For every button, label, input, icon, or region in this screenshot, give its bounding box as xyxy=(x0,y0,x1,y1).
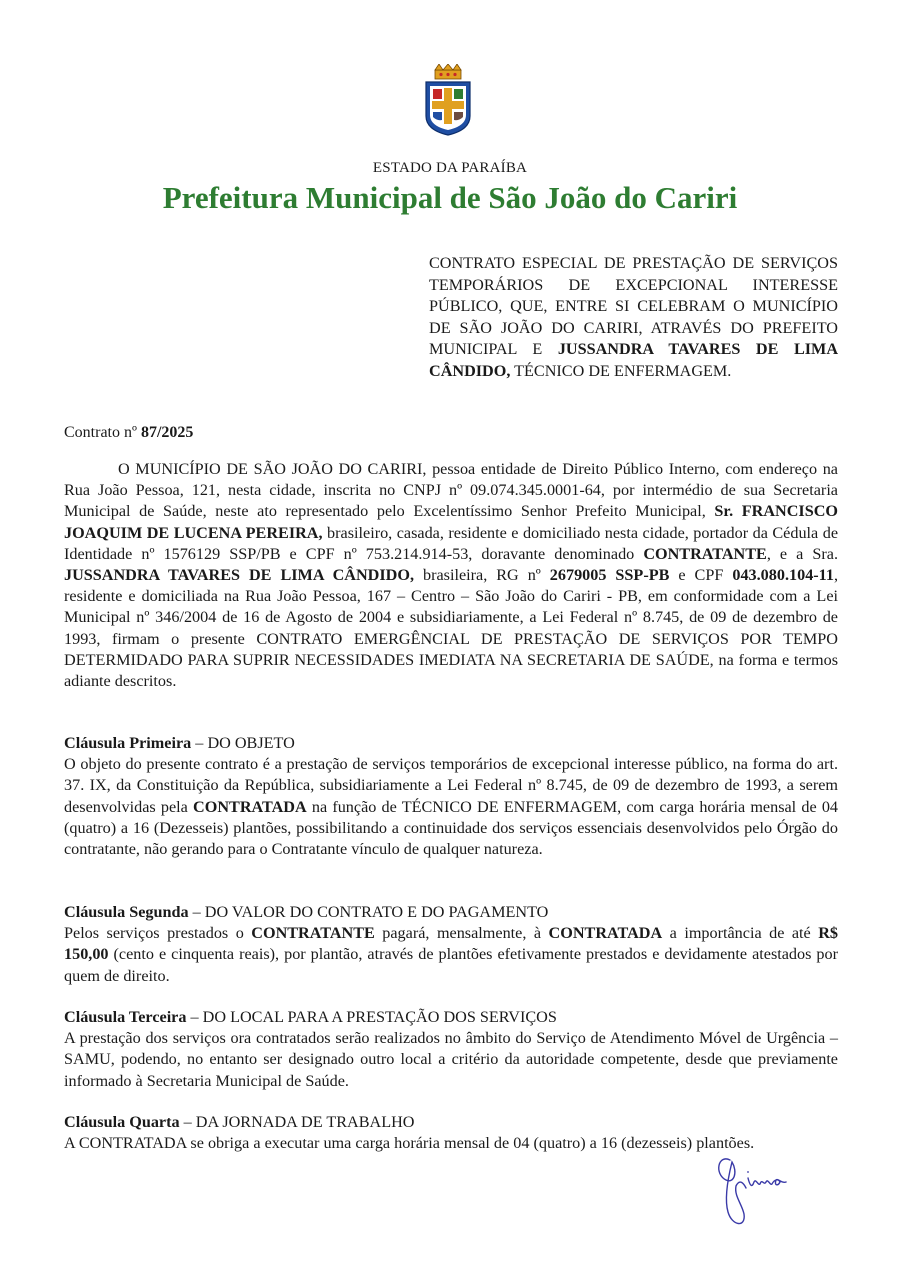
clause-text: na função de TÉCNICO DE ENFERMAGEM, com carga horária mensal de 04 (quatro) a 16 (Dezesseis) plantões, possibilitando a continuidade dos serviços essenciais desenvolvidos pelo Órgão do contratante, não gerando para o Contratante vínculo de qualquer natureza. xyxy=(64,797,839,859)
cpf-number: 043.080.104-11 xyxy=(732,566,834,585)
clause-heading xyxy=(64,902,838,923)
clause-second xyxy=(64,902,838,987)
clause-heading xyxy=(64,733,838,754)
summary-intro: CONTRATO ESPECIAL DE PRESTAÇÃO DE SERVIÇOS TEMPORÁRIOS DE EXCEPCIONAL INTERESSE PÚBLICO, QUE, ENTRE SI CELEBRAM O MUNICÍPIO DE SÃO JOÃO DO CARIRI, ATRAVÉS DO PREFEITO MUNICIPAL E xyxy=(429,254,838,358)
contract-number-label: Contrato nº xyxy=(64,424,137,441)
contratada-term: CONTRATADA xyxy=(193,797,307,816)
preamble-text: e CPF xyxy=(678,566,724,585)
mayor-name: Sr. FRANCISCO JOAQUIM DE LUCENA PEREIRA, xyxy=(64,502,839,542)
contracted-name: JUSSANDRA TAVARES DE LIMA CÂNDIDO, xyxy=(64,566,414,585)
contract-number-value: 87/2025 xyxy=(140,424,194,441)
preamble-text: , e a Sra. xyxy=(766,544,839,563)
clause-text: O objeto do presente contrato é a prestação de serviços temporários de excepcional interesse público, na forma do art. 37. IX, da Constituição da República, subsidiariamente a Lei Federal nº 8.745, de 09 de dezembro de 1993, a serem desenvolvidas pela xyxy=(64,755,838,816)
payment-amount: R$ 150,00 xyxy=(64,924,839,964)
clause-text: A prestação dos serviços ora contratados serão realizados no âmbito do Serviço de Atendimento Móvel de Urgência – SAMU, podendo, no entanto ser designado outro local a critério da autoridade competente, desde que previamente informado à Secretaria Municipal de Saúde. xyxy=(64,1029,838,1090)
clause-name: Cláusula Quarta xyxy=(64,1113,180,1131)
clause-subject: – DO LOCAL PARA A PRESTAÇÃO DOS SERVIÇOS xyxy=(186,1008,557,1026)
clause-third xyxy=(64,1007,838,1092)
clause-subject: – DO VALOR DO CONTRATO E DO PAGAMENTO xyxy=(188,903,549,921)
clause-name: Cláusula Segunda xyxy=(64,903,189,921)
preamble-text: brasileira, RG nº xyxy=(422,566,541,585)
signature-initials xyxy=(712,1148,802,1232)
contratante-term: CONTRATANTE xyxy=(251,924,375,943)
clause-text: pagará, mensalmente, à xyxy=(382,924,542,943)
contratada-term: CONTRATADA xyxy=(548,924,663,943)
summary-role: TÉCNICO DE ENFERMAGEM. xyxy=(514,361,732,380)
clause-heading xyxy=(64,1007,838,1028)
rg-number: 2679005 SSP-PB xyxy=(549,566,670,585)
city-hall-title: Prefeitura Municipal de São João do Cariri xyxy=(162,180,738,215)
contratante-term: CONTRATANTE xyxy=(643,544,767,563)
coat-of-arms-icon xyxy=(418,64,478,136)
clause-name: Cláusula Primeira xyxy=(64,734,192,752)
clause-subject: – DA JORNADA DE TRABALHO xyxy=(179,1113,415,1131)
summary-contracted-name: JUSSANDRA TAVARES DE LIMA CÂNDIDO, xyxy=(429,340,839,380)
clause-subject: – DO OBJETO xyxy=(191,734,295,752)
clause-heading xyxy=(64,1112,838,1133)
preamble-text: O MUNICÍPIO DE SÃO JOÃO DO CARIRI, pessoa entidade de Direito Público Interno, com endereço na Rua João Pessoa, 121, nesta cidade, inscrita no CNPJ nº 09.074.345.0001-64, por intermédio de sua Secretaria Municipal de Saúde, neste ato representado pelo Excelentíssimo Senhor Prefeito Municipal, xyxy=(64,460,838,521)
clause-name: Cláusula Terceira xyxy=(64,1008,187,1026)
preamble-text: , residente e domiciliada na Rua João Pessoa, 167 – Centro – São João do Cariri - PB, em conformidade com a Lei Municipal nº 346/2004 de 16 de Agosto de 2004 e subsidiariamente, a Lei Federal nº 8.745, de 09 de dezembro de 1993, firmam o presente CONTRATO EMERGÊNCIAL DE PRESTAÇÃO DE SERVIÇOS POR TEMPO DETERMIDADO PARA SUPRIR NECESSIDADES IMEDIATA NA SECRETARIA DE SAÚDE, na forma e termos adiante descritos. xyxy=(64,566,839,691)
clause-text: a importância de até xyxy=(669,924,811,943)
contract-summary xyxy=(429,253,838,382)
state-name: ESTADO DA PARAÍBA xyxy=(372,160,528,176)
clause-text: (cento e cinquenta reais), por plantão, através de plantões efetivamente prestados e devidamente atestados por quem de direito. xyxy=(64,945,839,985)
clause-text: A CONTRATADA se obriga a executar uma carga horária mensal de 04 (quatro) a 16 (dezesseis) plantões. xyxy=(64,1134,755,1153)
contract-number xyxy=(64,424,193,442)
preamble-text: brasileiro, casada, residente e domiciliado nesta cidade, portador da Cédula de Identidade nº 1576129 SSP/PB e CPF nº 753.214.914-53, doravante denominado xyxy=(64,523,838,563)
clause-text: Pelos serviços prestados o xyxy=(64,924,244,943)
clause-first xyxy=(64,733,838,860)
preamble-paragraph xyxy=(64,459,838,692)
